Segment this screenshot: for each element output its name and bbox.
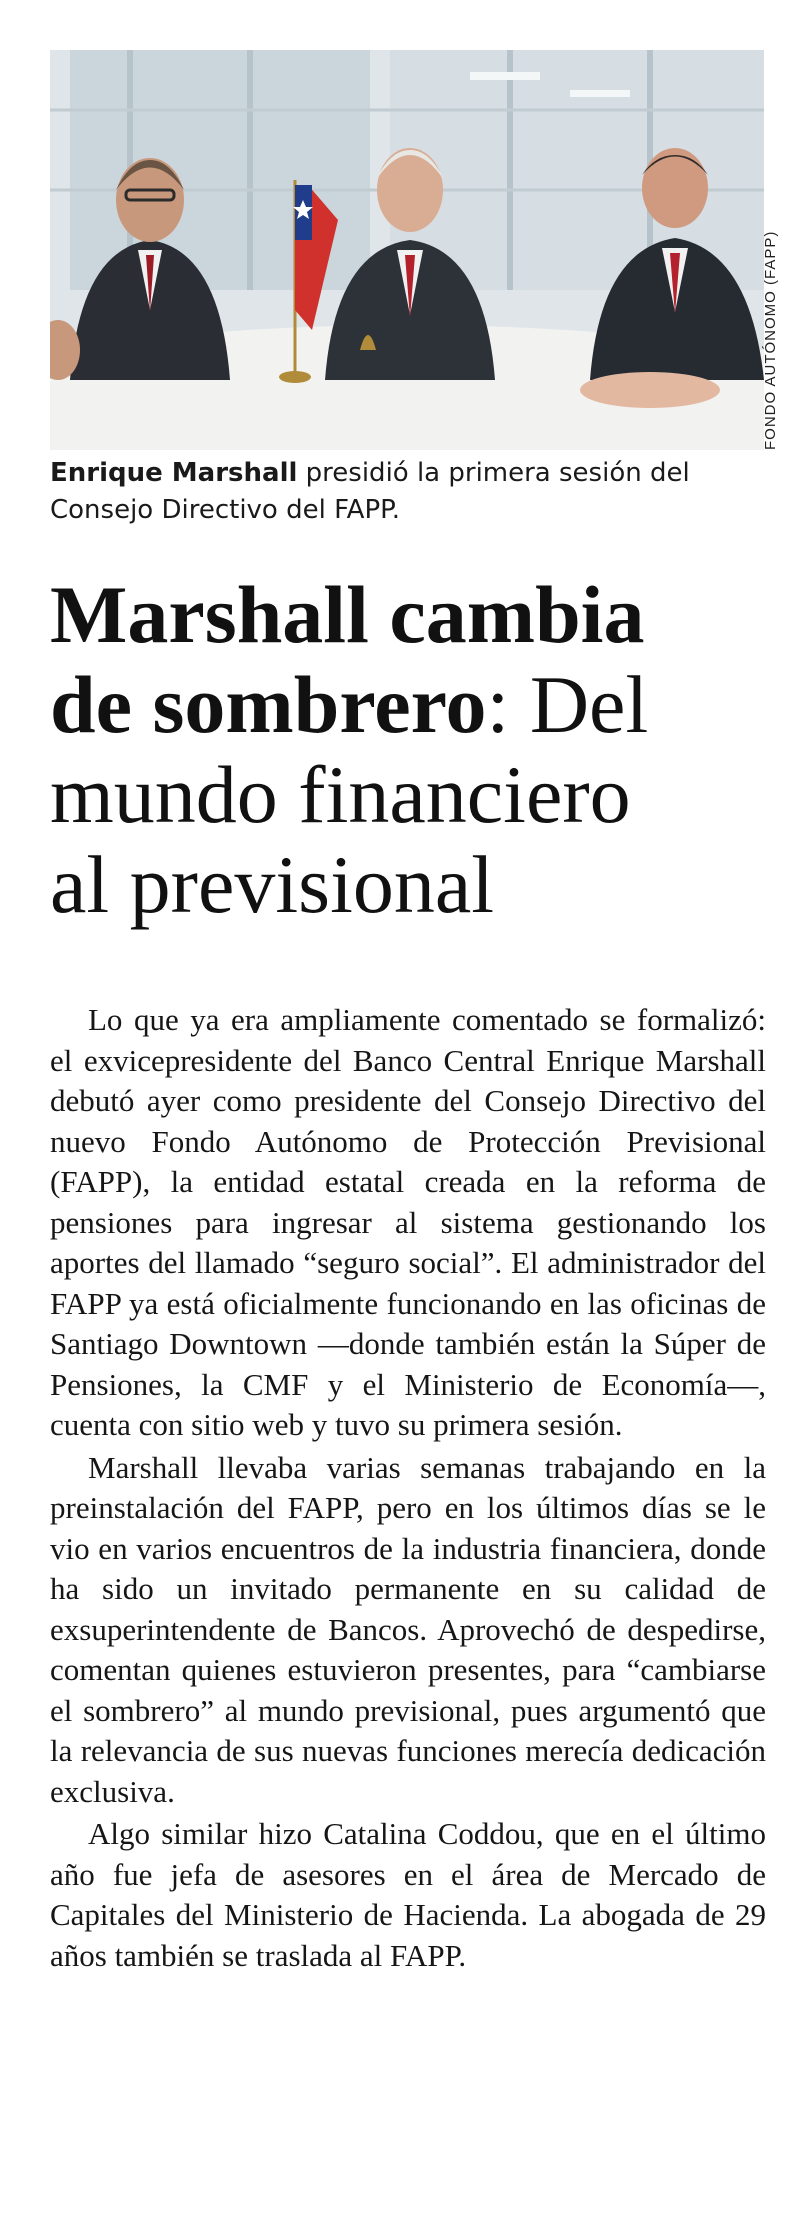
headline-line-4: al previsional <box>50 839 495 930</box>
photo-illustration <box>50 50 764 450</box>
body-paragraph: Marshall llevaba varias semanas trabajando en la preinstalación del FAPP, pero en los últimos días se le vio en varios encuentros de la industria financiera, donde ha sido un invitado permanente en su calidad de exsuperintendente de Bancos. Aprovechó de despedirse, comentan quienes estuvieron presentes, para “cambiarse el sombrero” al mundo previsional, pues argumentó que la relevancia de sus nuevas funciones merecía dedicación exclusiva. <box>50 1449 766 1809</box>
headline-line-2 <box>50 660 780 750</box>
article-headline <box>50 570 780 930</box>
body-paragraph: Lo que ya era ampliamente comentado se formalizó: el exvicepresidente del Banco Central Enrique Marshall debutó ayer como presidente del Consejo Directivo del nuevo Fondo Autónomo de Protección Previsional (FAPP), la entidad estatal creada en la reforma de pensiones para ingresar al sistema gestionando los aportes del llamado “seguro social”. El administrador del FAPP ya está oficialmente funcionando en las oficinas de Santiago Downtown —donde también están la Súper de Pensiones, la CMF y el Ministerio de Economía—, cuenta con sitio web y tuvo su primera sesión. <box>50 1002 766 1442</box>
body-paragraph: Algo similar hizo Catalina Coddou, que en el último año fue jefa de asesores en el área de Mercado de Capitales del Ministerio de Hacienda. La abogada de 29 años también se traslada al FAPP. <box>50 1816 766 1973</box>
article-photo <box>50 50 764 450</box>
headline-line-2-bold: de sombrero <box>50 659 487 750</box>
article-photo-container <box>50 50 764 450</box>
photo-caption <box>50 455 766 529</box>
headline-line-3: mundo financiero <box>50 749 631 840</box>
article-body <box>50 1000 766 1978</box>
caption-name: Enrique Marshall <box>50 458 298 488</box>
photo-credit: FONDO AUTÓNOMO (FAPP) <box>762 230 779 450</box>
headline-line-2-rest: : Del <box>486 659 649 750</box>
headline-line-1: Marshall cambia <box>50 569 645 660</box>
caption-text: presidió la primera sesión del Consejo Directivo del FAPP. <box>50 458 690 525</box>
